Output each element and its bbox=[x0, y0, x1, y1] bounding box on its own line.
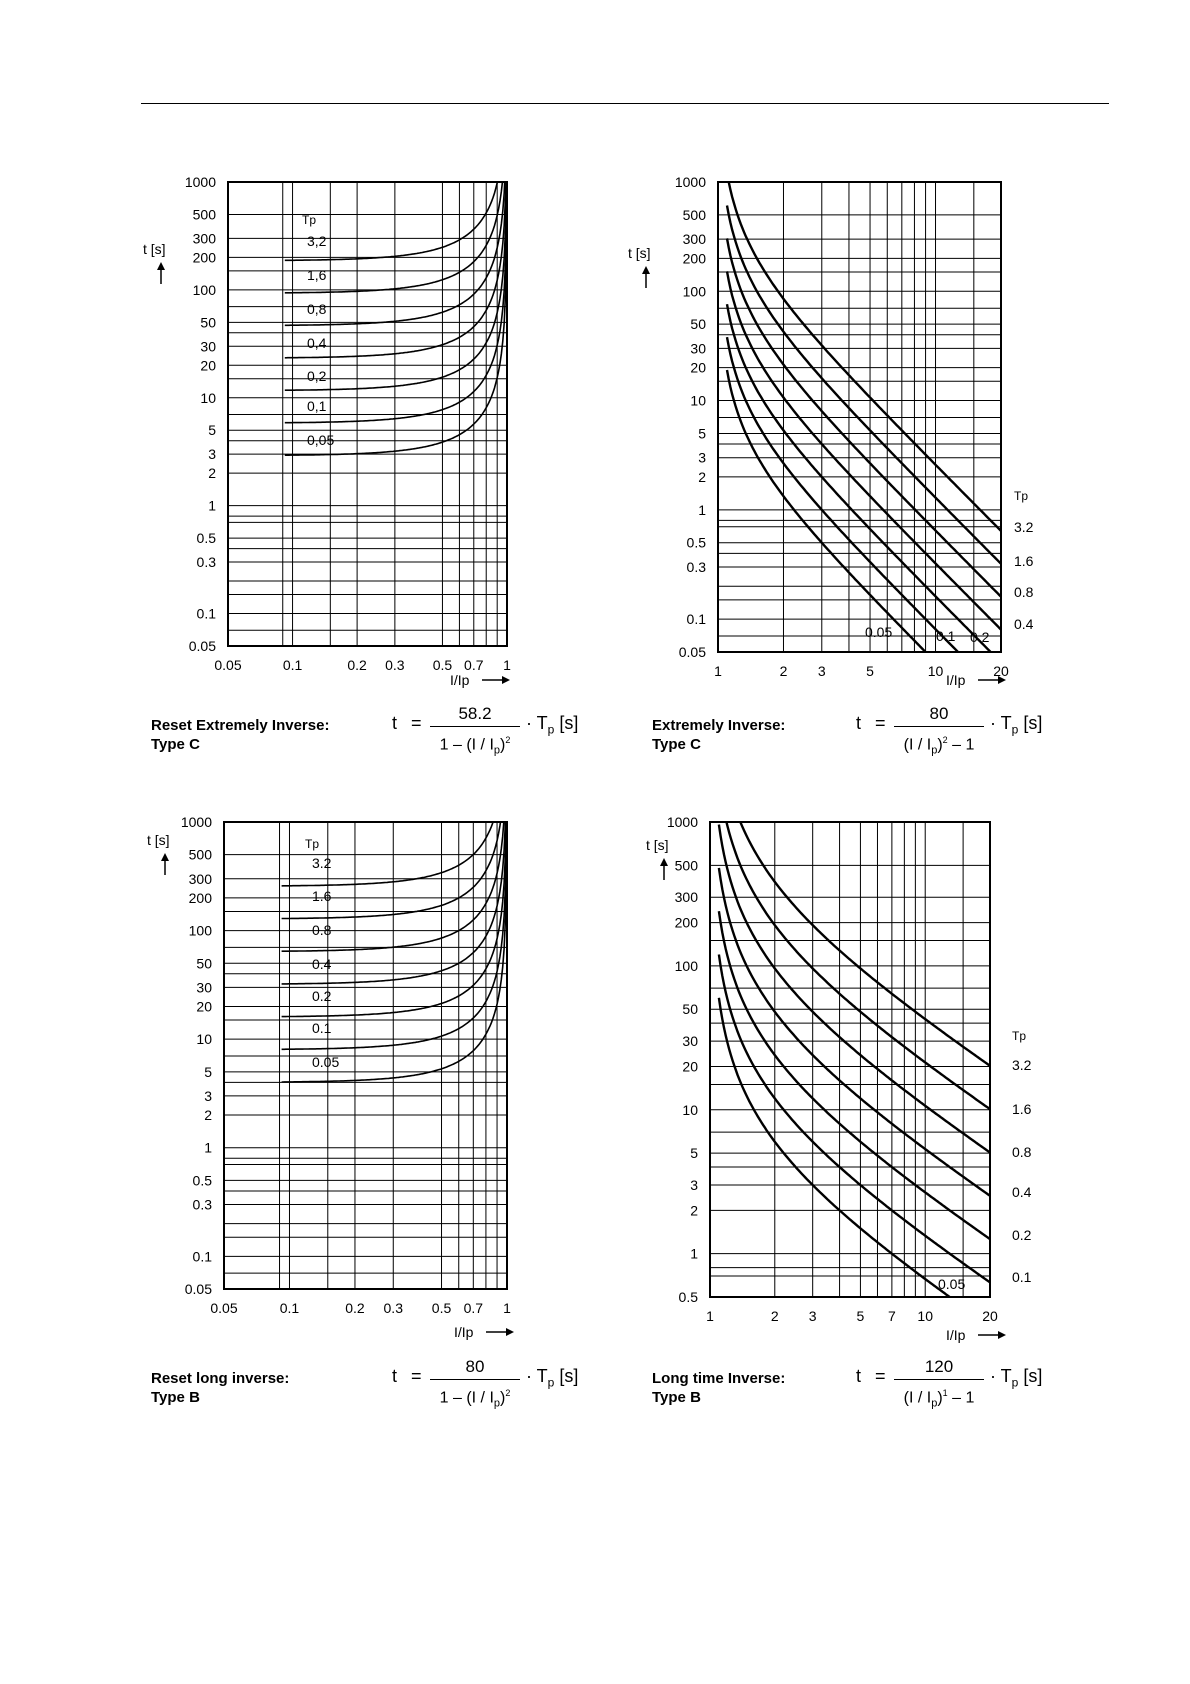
y-tick-label: 5 bbox=[690, 1145, 698, 1162]
den-sup: 1 bbox=[942, 1388, 948, 1398]
den-part: 1 – (I / I bbox=[439, 736, 494, 754]
y-axis-label: t [s] bbox=[147, 832, 170, 848]
formula-fraction bbox=[430, 1357, 520, 1414]
legend-label: 0,2 bbox=[307, 368, 327, 384]
x-tick-label: 1 bbox=[714, 663, 722, 679]
x-tick-label: 10 bbox=[917, 1308, 934, 1324]
den-sub: p bbox=[931, 1397, 938, 1410]
y-axis-label: t [s] bbox=[628, 245, 651, 261]
x-tick-label: 3 bbox=[808, 1308, 817, 1324]
legend-label: 1.6 bbox=[1012, 1101, 1032, 1117]
tp-label: · T bbox=[526, 713, 548, 733]
formula-1 bbox=[392, 704, 592, 764]
y-tick-label: 20 bbox=[682, 1058, 698, 1075]
formula-fraction bbox=[894, 704, 984, 761]
legend-title: Tp bbox=[1012, 1029, 1027, 1043]
x-tick-label: 0.5 bbox=[432, 657, 453, 673]
x-tick-label: 0.1 bbox=[279, 1300, 300, 1316]
y-tick-label: 50 bbox=[200, 314, 216, 331]
legend-label: 1.6 bbox=[1014, 553, 1034, 569]
formula-numerator: 58.2 bbox=[458, 704, 492, 723]
tp-sub: p bbox=[1011, 1375, 1019, 1390]
caption-type: Type C bbox=[151, 736, 200, 753]
in-plot-series-label: 0.1 bbox=[936, 628, 956, 644]
x-tick-label: 0.3 bbox=[385, 657, 405, 673]
formula-numerator: 80 bbox=[929, 704, 949, 723]
formula-t: t bbox=[856, 1366, 862, 1386]
x-tick-label: 2 bbox=[779, 663, 788, 679]
den-part: – 1 bbox=[947, 736, 975, 754]
fraction-bar bbox=[430, 726, 520, 727]
formula-equals: = bbox=[411, 1366, 422, 1386]
tp-label: · T bbox=[990, 1366, 1012, 1386]
x-tick-label: 2 bbox=[770, 1308, 779, 1324]
y-tick-label: 0.05 bbox=[678, 644, 706, 660]
y-tick-label: 3 bbox=[698, 449, 706, 466]
y-tick-label: 0.3 bbox=[686, 558, 706, 575]
formula-equals: = bbox=[411, 713, 422, 733]
in-plot-series-label: 0.05 bbox=[938, 1276, 966, 1292]
den-sup: 2 bbox=[505, 735, 511, 745]
caption-title: Extremely Inverse: bbox=[652, 717, 786, 734]
x-tick-label: 0.05 bbox=[214, 657, 242, 673]
y-tick-label: 3 bbox=[204, 1087, 212, 1104]
den-part: (I / I bbox=[903, 1389, 932, 1407]
tp-sub: p bbox=[1011, 722, 1019, 737]
formula-tp bbox=[990, 1366, 1042, 1390]
caption-type: Type B bbox=[652, 1389, 701, 1406]
caption-2 bbox=[652, 716, 785, 754]
y-tick-label: 1000 bbox=[666, 814, 698, 830]
y-tick-label: 0.3 bbox=[192, 1196, 212, 1213]
unit: [s] bbox=[1023, 1366, 1043, 1386]
legend-label: 0.4 bbox=[1012, 1184, 1032, 1200]
caption-1 bbox=[151, 716, 329, 754]
y-tick-label: 500 bbox=[188, 846, 212, 863]
y-tick-label: 300 bbox=[682, 231, 706, 248]
legend-label: 0.8 bbox=[312, 922, 332, 938]
formula-fraction bbox=[894, 1357, 984, 1414]
formula-denominator bbox=[430, 1383, 520, 1414]
y-axis-label: t [s] bbox=[646, 837, 669, 853]
y-tick-label: 1 bbox=[204, 1139, 212, 1156]
y-tick-label: 0.1 bbox=[196, 605, 216, 622]
legend-label: 0.2 bbox=[312, 988, 332, 1004]
y-tick-label: 300 bbox=[188, 870, 212, 887]
y-axis-arrowhead bbox=[660, 858, 668, 866]
y-tick-label: 2 bbox=[698, 468, 706, 485]
y-tick-label: 5 bbox=[208, 422, 216, 439]
y-tick-label: 50 bbox=[196, 955, 212, 972]
tp-label: · T bbox=[526, 1366, 548, 1386]
y-tick-label: 1 bbox=[690, 1245, 698, 1262]
caption-type: Type C bbox=[652, 736, 701, 753]
formula-4 bbox=[856, 1357, 1056, 1417]
y-tick-label: 2 bbox=[690, 1202, 698, 1219]
legend-label: 0.4 bbox=[1014, 616, 1034, 632]
x-tick-label: 0.1 bbox=[282, 657, 303, 673]
legend-title: Tp bbox=[305, 837, 320, 851]
caption-title: Long time Inverse: bbox=[652, 1370, 786, 1387]
den-sub: p bbox=[493, 744, 501, 757]
x-tick-label: 0.3 bbox=[383, 1300, 403, 1316]
den-part: ) bbox=[937, 736, 943, 754]
y-tick-label: 1 bbox=[208, 497, 216, 514]
unit: [s] bbox=[559, 1366, 579, 1386]
formula-fraction bbox=[430, 704, 520, 761]
unit: [s] bbox=[1023, 713, 1043, 733]
y-tick-label: 0.5 bbox=[686, 534, 706, 551]
x-axis-label: I/Ip bbox=[946, 672, 966, 688]
legend-label: 0,05 bbox=[307, 432, 335, 448]
legend-label: 0.8 bbox=[1012, 1144, 1032, 1160]
y-tick-label: 300 bbox=[674, 889, 698, 906]
legend-label: 3.2 bbox=[312, 855, 332, 871]
y-tick-label: 50 bbox=[682, 1001, 698, 1018]
formula-denominator bbox=[894, 1383, 984, 1414]
x-tick-label: 1 bbox=[503, 1300, 511, 1316]
caption-3 bbox=[151, 1369, 289, 1407]
den-part: ) bbox=[500, 736, 506, 754]
x-axis-label: I/Ip bbox=[454, 1324, 474, 1340]
x-tick-label: 0.2 bbox=[345, 1300, 365, 1316]
y-tick-label: 200 bbox=[188, 889, 212, 906]
y-tick-label: 0.1 bbox=[686, 611, 706, 628]
legend-label: 1,6 bbox=[307, 267, 327, 283]
x-tick-label: 0.05 bbox=[210, 1300, 238, 1316]
y-tick-label: 3 bbox=[208, 446, 216, 463]
unit: [s] bbox=[559, 713, 579, 733]
y-tick-label: 5 bbox=[204, 1063, 212, 1080]
formula-denominator bbox=[894, 730, 984, 761]
x-tick-label: 1 bbox=[706, 1308, 714, 1324]
y-tick-label: 100 bbox=[192, 281, 216, 298]
y-tick-label: 3 bbox=[690, 1177, 698, 1194]
legend-label: 0,4 bbox=[307, 335, 327, 351]
legend-label: 0.1 bbox=[1012, 1269, 1032, 1285]
y-tick-label: 20 bbox=[196, 998, 212, 1015]
formula-numerator: 80 bbox=[465, 1357, 485, 1376]
y-tick-label: 20 bbox=[690, 359, 706, 376]
caption-title: Reset long inverse: bbox=[151, 1370, 290, 1387]
y-tick-label: 5 bbox=[698, 425, 706, 442]
legend-label: 0.1 bbox=[312, 1020, 332, 1036]
formula-2 bbox=[856, 704, 1056, 764]
den-part: – 1 bbox=[947, 1389, 975, 1407]
y-tick-label: 200 bbox=[192, 249, 216, 266]
tp-sub: p bbox=[547, 722, 555, 737]
formula-numerator: 120 bbox=[924, 1357, 954, 1376]
y-tick-label: 2 bbox=[204, 1107, 212, 1124]
y-tick-label: 30 bbox=[200, 338, 216, 355]
caption-4 bbox=[652, 1369, 785, 1407]
formula-3 bbox=[392, 1357, 592, 1417]
in-plot-series-label: 0.2 bbox=[970, 629, 990, 645]
caption-title: Reset Extremely Inverse: bbox=[151, 717, 330, 734]
y-tick-label: 0.5 bbox=[192, 1172, 212, 1189]
x-axis-label: I/Ip bbox=[450, 672, 470, 688]
y-axis-label: t [s] bbox=[143, 241, 166, 257]
formula-tp bbox=[526, 713, 578, 737]
x-axis-label: I/Ip bbox=[946, 1327, 966, 1343]
x-tick-label: 0.2 bbox=[347, 657, 367, 673]
x-tick-label: 5 bbox=[866, 663, 874, 679]
y-tick-label: 200 bbox=[674, 914, 698, 931]
den-sub: p bbox=[493, 1397, 501, 1410]
x-tick-label: 7 bbox=[887, 1308, 896, 1324]
y-tick-label: 100 bbox=[674, 957, 698, 974]
y-tick-label: 30 bbox=[682, 1033, 698, 1050]
x-tick-label: 3 bbox=[817, 663, 826, 679]
den-sup: 2 bbox=[505, 1388, 511, 1398]
y-tick-label: 1000 bbox=[180, 814, 212, 830]
y-tick-label: 0.3 bbox=[196, 554, 216, 571]
den-sub: p bbox=[931, 744, 938, 757]
y-tick-label: 500 bbox=[682, 206, 706, 223]
caption-type: Type B bbox=[151, 1389, 200, 1406]
y-tick-label: 0.5 bbox=[196, 530, 216, 547]
formula-denominator bbox=[430, 730, 520, 761]
legend-label: 3.2 bbox=[1014, 519, 1034, 535]
den-sup: 2 bbox=[942, 735, 948, 745]
legend-label: 3,2 bbox=[307, 233, 327, 249]
y-tick-label: 30 bbox=[196, 979, 212, 996]
fraction-bar bbox=[894, 1379, 984, 1380]
legend-label: 0.4 bbox=[312, 956, 332, 972]
den-part: (I / I bbox=[903, 736, 932, 754]
formula-t: t bbox=[392, 1366, 398, 1386]
x-tick-label: 20 bbox=[993, 663, 1009, 679]
fraction-bar bbox=[894, 726, 984, 727]
x-tick-label: 0.5 bbox=[431, 1300, 452, 1316]
tp-label: · T bbox=[990, 713, 1012, 733]
den-part: 1 – (I / I bbox=[439, 1389, 494, 1407]
legend-label: 0,1 bbox=[307, 398, 327, 414]
y-tick-label: 200 bbox=[682, 250, 706, 267]
legend-label: 0.05 bbox=[312, 1054, 340, 1070]
y-tick-label: 10 bbox=[682, 1101, 698, 1118]
legend-label: 1.6 bbox=[312, 888, 332, 904]
legend-label: 3.2 bbox=[1012, 1057, 1032, 1073]
y-tick-label: 100 bbox=[682, 283, 706, 300]
legend-label: 0.8 bbox=[1014, 584, 1034, 600]
tp-sub: p bbox=[547, 1375, 555, 1390]
y-tick-label: 2 bbox=[208, 465, 216, 482]
legend-label: 0,8 bbox=[307, 301, 327, 317]
y-tick-label: 1000 bbox=[674, 174, 706, 190]
fraction-bar bbox=[430, 1379, 520, 1380]
y-tick-label: 1 bbox=[698, 501, 706, 518]
formula-tp bbox=[990, 713, 1042, 737]
x-tick-label: 10 bbox=[927, 663, 944, 679]
x-tick-label: 20 bbox=[982, 1308, 998, 1324]
x-axis-arrowhead bbox=[998, 1331, 1006, 1339]
legend-title: Tp bbox=[1014, 489, 1029, 503]
in-plot-series-label: 0.05 bbox=[865, 624, 893, 640]
formula-equals: = bbox=[875, 1366, 886, 1386]
y-tick-label: 20 bbox=[200, 357, 216, 374]
formula-t: t bbox=[392, 713, 398, 733]
y-tick-label: 30 bbox=[690, 340, 706, 357]
y-tick-label: 500 bbox=[674, 857, 698, 874]
legend-label: 0.2 bbox=[1012, 1227, 1032, 1243]
y-tick-label: 10 bbox=[200, 389, 216, 406]
x-tick-label: 1 bbox=[503, 657, 511, 673]
formula-tp bbox=[526, 1366, 578, 1390]
legend-title: Tp bbox=[302, 213, 317, 227]
y-tick-label: 1000 bbox=[184, 174, 216, 190]
x-tick-label: 0.7 bbox=[464, 657, 484, 673]
formula-t: t bbox=[856, 713, 862, 733]
den-part: ) bbox=[500, 1389, 506, 1407]
y-tick-label: 500 bbox=[192, 206, 216, 223]
y-tick-label: 100 bbox=[188, 922, 212, 939]
y-tick-label: 0.05 bbox=[188, 638, 216, 654]
y-tick-label: 300 bbox=[192, 230, 216, 247]
x-tick-label: 0.7 bbox=[463, 1300, 484, 1316]
plot-frame bbox=[710, 822, 990, 1297]
den-part: ) bbox=[937, 1389, 943, 1407]
y-tick-label: 0.05 bbox=[184, 1281, 212, 1297]
y-tick-label: 10 bbox=[196, 1031, 212, 1048]
x-tick-label: 5 bbox=[856, 1308, 865, 1324]
formula-equals: = bbox=[875, 713, 886, 733]
y-tick-label: 0.5 bbox=[678, 1289, 698, 1305]
y-tick-label: 10 bbox=[690, 392, 706, 409]
y-tick-label: 0.1 bbox=[192, 1248, 212, 1265]
y-tick-label: 50 bbox=[690, 316, 706, 333]
